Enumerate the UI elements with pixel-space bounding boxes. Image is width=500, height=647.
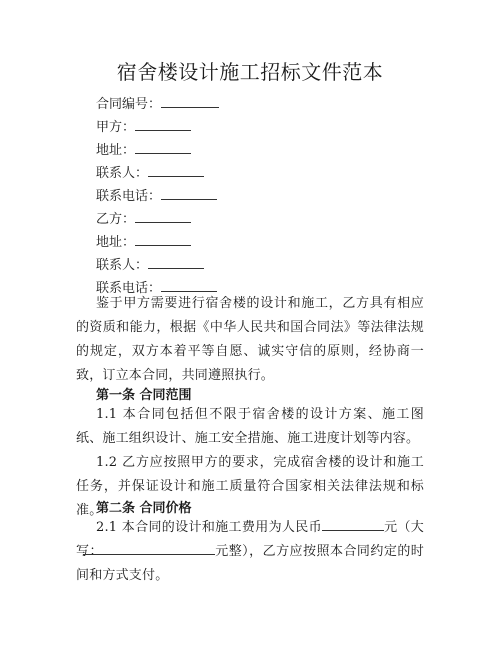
field-label: 乙方： <box>96 212 136 227</box>
amount-in-words-blank <box>83 542 215 555</box>
field-label: 合同编号： <box>96 97 162 112</box>
field-label: 地址： <box>96 143 136 158</box>
field-label: 联系电话： <box>96 189 162 204</box>
fill-blank <box>161 95 219 108</box>
clause-2-1-text-a: 2.1 本合同的设计和施工费用为人民币 <box>96 520 322 535</box>
clause-2-1 <box>76 516 424 588</box>
field-label: 联系人： <box>96 258 149 273</box>
article-1-heading: 第一条 合同范围 <box>96 388 192 403</box>
field-label: 联系人： <box>96 166 149 181</box>
field-party-a <box>96 118 191 137</box>
amount-blank <box>322 518 384 531</box>
clause-2-1-text-c: 元整），乙方应按照本合同约定的时间和方式支付。 <box>76 544 425 583</box>
field-party-a-phone <box>96 187 217 206</box>
preamble-paragraph: 鉴于甲方需要进行宿舍楼的设计和施工，乙方具有相应的资质和能力，根据《中华人民共和国合同法》等法律法规的规定，双方本着平等自愿、诚实守信的原则，经协商一致，订立本合同，共同遵照执行。 <box>76 296 424 383</box>
fill-blank <box>135 141 191 154</box>
clause-1-1: 1.1 本合同包括但不限于宿舍楼的设计方案、施工图纸、施工组织设计、施工安全措施、施工进度计划等内容。 <box>76 407 424 446</box>
field-party-a-contact <box>96 164 204 183</box>
field-label: 甲方： <box>96 120 136 135</box>
clause-2-1-text-b: 元（大写： <box>76 520 424 559</box>
field-label: 地址： <box>96 235 136 250</box>
fill-blank <box>135 233 191 246</box>
field-party-a-address <box>96 141 191 160</box>
field-party-b-address <box>96 233 191 252</box>
fill-blank <box>148 256 204 269</box>
fill-blank <box>135 210 191 223</box>
field-label: 联系电话： <box>96 281 162 296</box>
document-title: 宿舍楼设计施工招标文件范本 <box>116 60 384 84</box>
fill-blank <box>135 118 191 131</box>
fill-blank <box>161 279 217 292</box>
fill-blank <box>148 164 204 177</box>
article-2-heading: 第二条 合同价格 <box>96 501 192 516</box>
fill-blank <box>161 187 217 200</box>
field-party-b-contact <box>96 256 204 275</box>
clause-1-2: 1.2 乙方应按照甲方的要求，完成宿舍楼的设计和施工任务，并保证设计和施工质量符合国家相关法律法规和标准。 <box>76 455 424 518</box>
field-party-b <box>96 210 191 229</box>
field-contract-number <box>96 95 219 114</box>
